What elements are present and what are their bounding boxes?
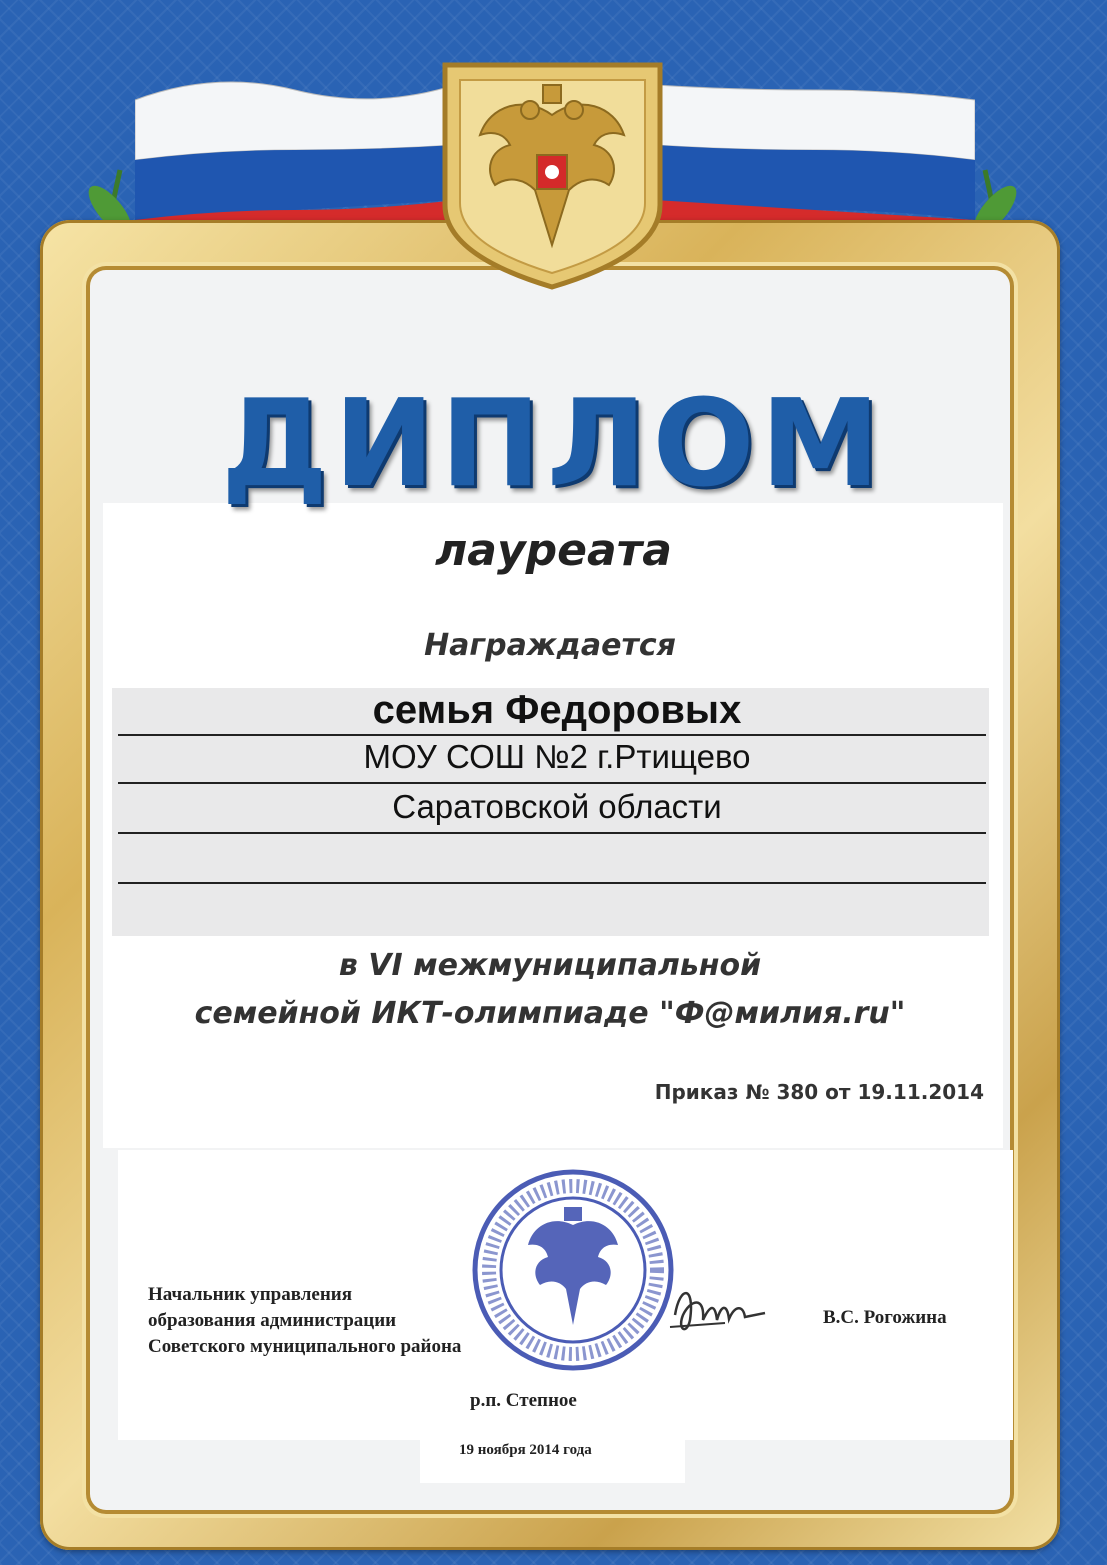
awarded-label: Награждается xyxy=(424,628,676,663)
signatory-title-line: Начальник управления xyxy=(148,1284,352,1305)
issue-place: р.п. Степное xyxy=(470,1390,577,1411)
russian-coat-of-arms-icon xyxy=(435,55,670,290)
official-seal-icon xyxy=(468,1165,678,1375)
event-line-1: в VI межмуниципальной xyxy=(338,948,762,983)
order-reference: Приказ № 380 от 19.11.2014 xyxy=(654,1080,984,1104)
diploma-subtitle: лауреата xyxy=(435,525,672,576)
field-underline xyxy=(118,882,986,884)
issue-date: 19 ноября 2014 года xyxy=(459,1442,592,1458)
signature-icon xyxy=(665,1275,775,1345)
event-line-2: семейной ИКТ-олимпиаде "Ф@милия.ru" xyxy=(194,996,906,1031)
recipient-name: семья Федоровых xyxy=(372,688,742,732)
signatory-title-line: Советского муниципального района xyxy=(148,1336,462,1357)
signatory-title xyxy=(148,1282,461,1360)
field-underline xyxy=(118,832,986,834)
signatory-title-line: образования администрации xyxy=(148,1310,397,1331)
field-underline xyxy=(118,734,986,736)
diploma-title: ДИПЛОМ xyxy=(221,375,886,514)
signatory-name: В.С. Рогожина xyxy=(823,1307,947,1328)
recipient-region: Саратовской области xyxy=(392,788,722,825)
recipient-school: МОУ СОШ №2 г.Ртищево xyxy=(363,738,751,775)
field-underline xyxy=(118,782,986,784)
